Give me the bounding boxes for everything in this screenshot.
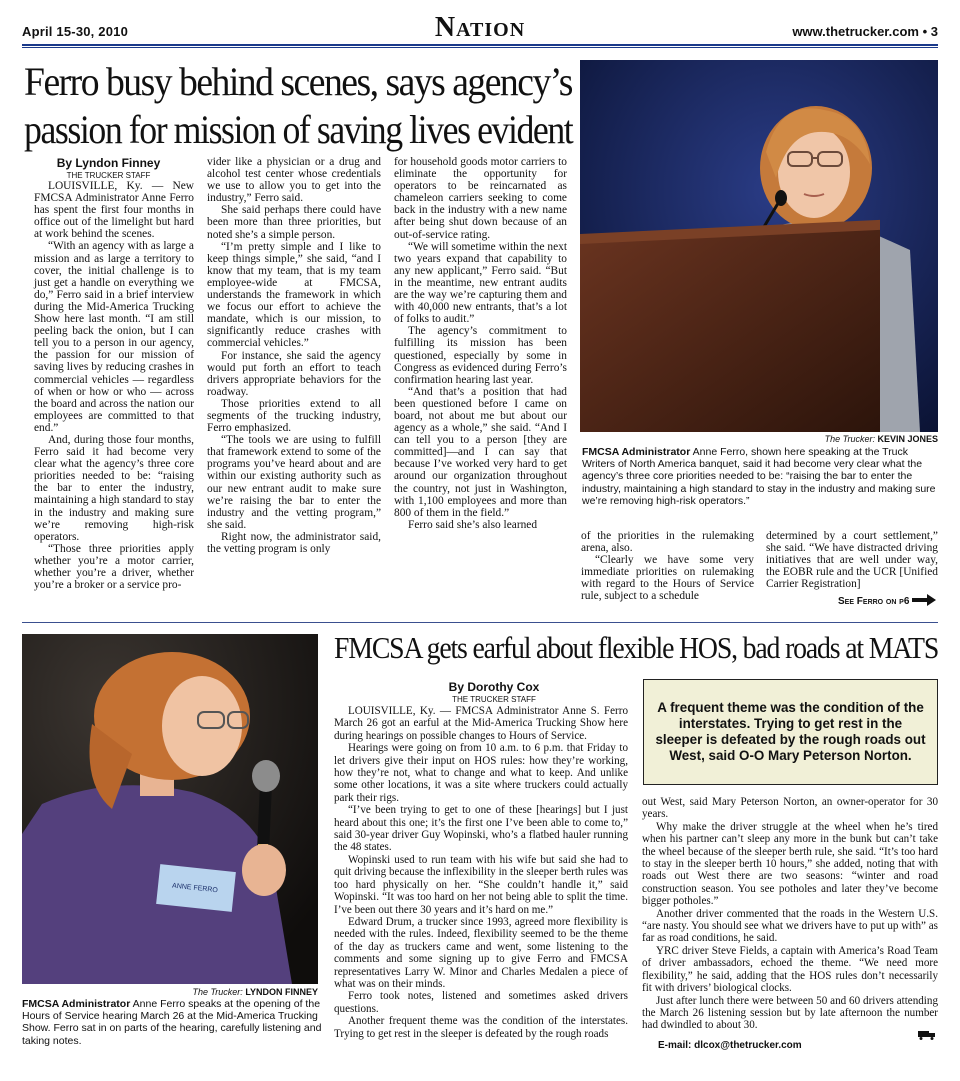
article2-headline: FMCSA gets earful about flexible HOS, bad roads at MATS [334, 630, 939, 665]
photo-illustration [580, 60, 938, 432]
caption-text: Anne Ferro, shown here speaking at the Truck Writers of North America banquet, said it had become very clear what the agency’s three core priorities needed to be: “raising the bar to enter the industry, maintaining a high standard to stay in the industry and making sure we’re removing high-risk operators.” [582, 446, 936, 507]
paragraph: “I’m pretty simple and I like to keep things simple,” she said, “and I know that my team, that is my team employee-wide at FMCSA, understands the framework in which we focus our effort to achieve the mandate, which is our mission, to significantly reduce crashes with commercial vehicles.” [207, 240, 381, 350]
caption-lead: FMCSA Administrator [22, 998, 131, 1010]
article1-staff-line: THE TRUCKER STAFF [66, 171, 151, 180]
article2-column-1 [334, 705, 628, 1040]
paragraph: Those priorities extend to all segments of the trucking industry, Ferro emphasized. [207, 397, 381, 435]
credit-name: LYNDON FINNEY [245, 987, 318, 997]
article1-column-2 [207, 156, 381, 555]
paragraph: “With an agency with as large a mission and as large a territory to cover, the initial challenge is to just get a handle on everything we do,” Ferro said in a brief interview during the Mid-America Trucking Show here last month. “I am still peeling back the onion, but I can tell you to a person in our agency, the passion for our mission of saving lives by reducing crashes in commercial vehicles — regardless of when or how or who — across the board and across the nation our employees are committed to that end.” [34, 240, 194, 434]
paragraph: Just after lunch there were between 50 and 60 drivers attending the March 26 listening session but by late afternoon the number had dwindled to about 30. [642, 994, 938, 1032]
paragraph: “And that’s a position that had been questioned before I came on board, not about me but about our agency as a whole,” she said. “And I can tell you to a person [they are committed]—and I can say that because I’ve worked very hard to get around our organization throughout the country, not just in Washington, with 1,100 employees and more than 800 of them in the field.” [394, 385, 567, 519]
paragraph: “We will sometime within the next two years expand that capability to any new applicant,” Ferro said. “But in the meantime, new entrant audits are the way we’re capturing them and with 40,000 new entrants, that’s a lot of folks to audit.” [394, 240, 567, 326]
paragraph: Edward Drum, a trucker since 1993, agreed more flexibility is needed with the rules. Indeed, flexibility seemed to be the theme of the day as truckers came and went, some listening to the comments and some signing up to give Ferro and FMCSA representatives Larry W. Minor and Charles Medalen a piece of what was on their minds. [334, 915, 628, 990]
paragraph: Hearings were going on from 10 a.m. to 6 p.m. that Friday to let drivers give their input on HOS rules: how they’re working, how they’re not, what to change and what to keep. And unlike some other locations, it was a site where truckers could actually park their rigs. [334, 742, 628, 804]
paragraph: “I’ve been trying to get to one of these [hearings] but I just heard about this one; it’s the first one I’ve been able to come to,” said 30-year driver Guy Wopinski, who’s a flatbed hauler running the 48 states. [334, 804, 628, 854]
article1-column-5 [766, 530, 938, 590]
paragraph: LOUISVILLE, Ky. — FMCSA Administrator Anne S. Ferro March 26 got an earful at the Mid-America Trucking Show here during hearings on possible changes to Hours of Service. [334, 705, 628, 742]
paragraph: vider like a physician or a drug and alcohol test center whose credentials we use to allow you to get into the industry,” Ferro said. [207, 156, 381, 205]
paragraph: determined by a court settlement,” she said. “We have distracted driving initiatives that are well under way, the EOBR rule and the UCR [Unified Carrier Registration] [766, 530, 938, 591]
paragraph: out West, said Mary Peterson Norton, an owner-operator for 30 years. [642, 796, 938, 821]
paragraph: She said perhaps there could have been more than three priorities, but noted she’s a simple person. [207, 204, 381, 241]
article2-byline: By Dorothy Cox [448, 680, 540, 694]
paragraph: for household goods motor carriers to eliminate the opportunity for operators to be reincarnated as chameleon carriers seeking to come back in the industry with a new name after being shut down because of an out-of-service rating. [394, 156, 567, 241]
paragraph: “Clearly we have some very immediate priorities on rulemaking with regard to the Hours of Service rule, subject to a schedule [581, 554, 754, 603]
caption-text: Anne Ferro speaks at the opening of the Hours of Service hearing March 26 at the Mid-America Trucking Show. Ferro sat in on parts of the hearing, carefully listening and taking notes. [22, 998, 322, 1047]
credit-prefix: The Trucker: [824, 434, 875, 444]
headline-line: Ferro busy behind scenes, says agency’s [24, 59, 572, 104]
paragraph: For instance, she said the agency would put forth an effort to teach drivers appropriate behaviors for the roadway. [207, 349, 381, 398]
paragraph: YRC driver Steve Fields, a captain with America’s Road Team of driver ambassadors, echoed the theme. “We need more flexibility,” he said, adding that the HOS rules don’t necessarily fit with drivers’ biological clocks. [642, 944, 938, 995]
article1-byline: By Lyndon Finney [56, 156, 161, 170]
photo2-credit [22, 987, 318, 997]
paragraph: The agency’s commitment to fulfilling its mission has been questioned, especially by some in Congress as evidenced during Ferro’s confirmation hearing last year. [394, 325, 567, 386]
header-rule [22, 44, 938, 46]
article1-headline [24, 58, 572, 154]
issue-date: April 15-30, 2010 [22, 24, 129, 39]
arrow-right-icon [912, 594, 936, 606]
header-rule-thin [22, 47, 938, 48]
site-and-page: www.thetrucker.com • 3 [792, 24, 938, 39]
credit-name: KEVIN JONES [877, 434, 938, 444]
photo-illustration [22, 634, 318, 984]
paragraph: Ferro said she’s also learned [408, 518, 538, 531]
section-title: Nation [434, 12, 526, 43]
caption-lead: FMCSA Administrator [582, 446, 691, 458]
paragraph: Why make the driver struggle at the wheel when he’s tired when his partner can’t sleep any more in the bunk but can’t take the wheel because of the sleeper berth rule, she said. “It’s too hard to stay in the sleeper berth 10 hours,” she added, noting that with roads out West there are two seasons: “winter and road construction season. You see potholes and later they’ve become bigger potholes.” [642, 820, 938, 908]
ferro-podium-photo [580, 60, 938, 432]
paragraph: “The tools we are using to fulfill that framework extend to some of the programs you’ve heard about and are within our existing authority such as our new entrant audit to make sure we’re raising the bar to enter the industry and the vetting program,” she said. [207, 434, 381, 531]
article1-column-1 [34, 180, 194, 591]
paragraph: Another frequent theme was the condition of the interstates. Trying to get rest in the sleeper is defeated by the rough roads [334, 1015, 628, 1040]
ferro-microphone-photo [22, 634, 318, 984]
article1-column-4 [581, 530, 754, 603]
section-divider [22, 622, 938, 623]
paragraph: of the priorities in the rulemaking arena, also. [581, 530, 754, 555]
photo2-caption [22, 998, 322, 1047]
headline-line: passion for mission of saving lives evident [24, 107, 573, 152]
pull-quote-text: A frequent theme was the condition of the interstates. Trying to get rest in the sleeper is defeated by the rough roads out West, said O-O Mary Peterson Norton. [655, 700, 926, 763]
credit-prefix: The Trucker: [192, 987, 243, 997]
article2-column-2 [642, 796, 938, 1032]
paragraph: “Those three priorities apply whether you’re a motor carrier, whether you’re a driver, whether you’re a broker or a service pro- [34, 542, 194, 592]
pull-quote [643, 679, 938, 785]
paragraph: Right now, the administrator said, the vetting program is only [207, 530, 381, 555]
paragraph: Another driver commented that the roads in the Western U.S. “are nasty. You should see what we drivers have to put up with” as far as road conditions, he said. [642, 907, 938, 945]
paragraph: Ferro took notes, listened and sometimes asked drivers questions. [334, 990, 628, 1015]
name-tag-text: ANNE FERRO [171, 882, 219, 895]
paragraph: LOUISVILLE, Ky. — New FMCSA Administrator Anne Ferro has spent the first four months in office out of the limelight but hard at work behind the scenes. [34, 180, 194, 241]
truck-end-mark-icon [918, 1030, 936, 1040]
author-email[interactable]: E-mail: dlcox@thetrucker.com [658, 1040, 802, 1051]
paragraph: And, during those four months, Ferro said it had become very clear what the agency’s three core priorities needed to be: “raising the bar to enter the industry, maintaining a high standard to stay in the industry and making sure we’re removing high-risk operators. [34, 433, 194, 543]
continued-on-link[interactable]: See Ferro on p6 [838, 596, 910, 607]
article2-staff-line: THE TRUCKER STAFF [452, 695, 536, 704]
paragraph: Wopinski used to run team with his wife but said she had to quit driving because the inflexibility in the sleeper berth rules was too hard physically on her. “She couldn’t handle it,” said Wopinski. “It was too hard on her not being able to split the time. I’ve been out there 30 years and it’s hard on me.” [334, 853, 628, 916]
photo1-credit [580, 434, 938, 444]
article1-column-3 [394, 156, 567, 531]
photo1-caption [582, 446, 938, 507]
